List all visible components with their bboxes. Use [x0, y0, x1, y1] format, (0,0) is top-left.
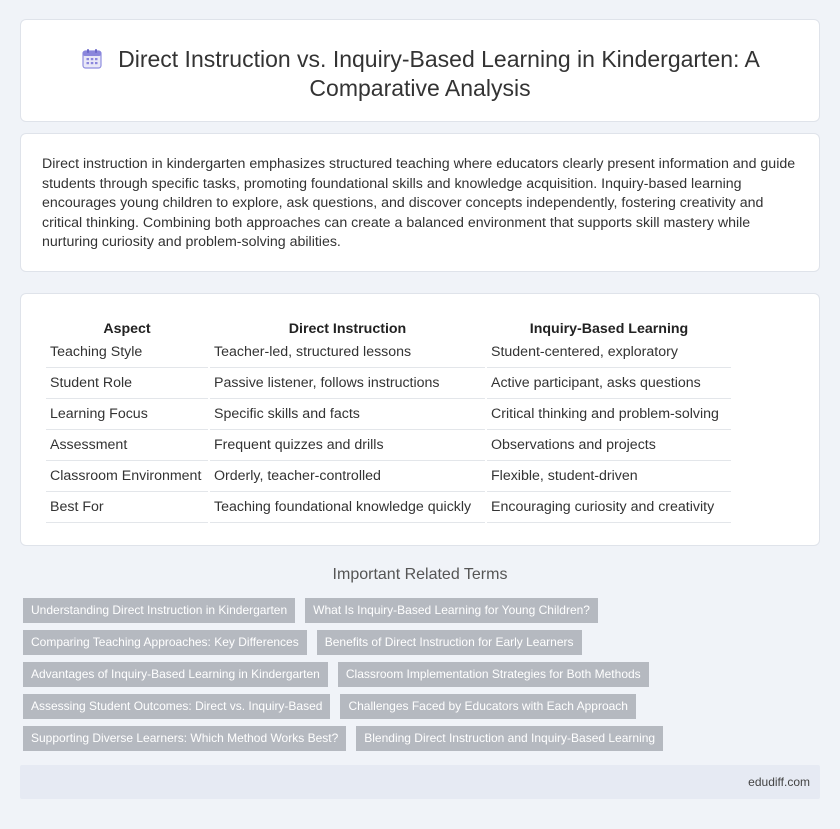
page-title	[21, 45, 819, 103]
table-cell: Classroom Environment	[46, 461, 208, 492]
table-row	[46, 399, 731, 430]
related-term-link[interactable]: Blending Direct Instruction and Inquiry-Based Learning	[356, 726, 663, 751]
column-header-inquiry: Inquiry-Based Learning	[529, 321, 689, 337]
tag-row	[23, 598, 823, 623]
table-cell: Critical thinking and problem-solving	[487, 399, 731, 430]
table-row	[46, 461, 731, 492]
comparison-card	[20, 293, 820, 546]
site-link[interactable]: edudiff.com	[748, 775, 810, 789]
page-title-text: Direct Instruction vs. Inquiry-Based Learning in Kindergarten: A Comparative Analysis	[118, 46, 760, 101]
table-cell: Assessment	[46, 430, 208, 461]
tag-row	[23, 630, 823, 655]
table-cell: Active participant, asks questions	[487, 368, 731, 399]
tag-row	[23, 662, 823, 687]
intro-card	[20, 133, 820, 272]
table-cell: Learning Focus	[46, 399, 208, 430]
related-terms-heading: Important Related Terms	[332, 566, 508, 583]
intro-paragraph: Direct instruction in kindergarten emphasizes structured teaching where educators clearly present information and guide students through specific tasks, promoting foundational skills and knowledge acquisition. Inquiry-based learning encourages young children to explore, ask questions, and discover concepts independently, fostering creativity and critical thinking. Combining both approaches can create a balanced environment that supports skill mastery while nurturing curiosity and problem-solving abilities.	[42, 156, 796, 250]
table-row	[46, 368, 731, 399]
table-cell: Passive listener, follows instructions	[210, 368, 485, 399]
table-cell: Best For	[46, 492, 208, 523]
footer	[20, 765, 820, 799]
table-header-row	[46, 315, 731, 337]
table-cell: Flexible, student-driven	[487, 461, 731, 492]
table-row	[46, 492, 731, 523]
table-cell: Frequent quizzes and drills	[210, 430, 485, 461]
related-term-link[interactable]: Benefits of Direct Instruction for Early Learners	[317, 630, 582, 655]
related-term-link[interactable]: Classroom Implementation Strategies for Both Methods	[338, 662, 649, 687]
related-term-link[interactable]: Challenges Faced by Educators with Each Approach	[340, 694, 636, 719]
calendar-icon	[80, 47, 104, 71]
tag-row	[23, 694, 823, 719]
related-terms-list	[23, 598, 823, 758]
table-cell: Encouraging curiosity and creativity	[487, 492, 731, 523]
table-cell: Observations and projects	[487, 430, 731, 461]
table-cell: Orderly, teacher-controlled	[210, 461, 485, 492]
related-term-link[interactable]: Comparing Teaching Approaches: Key Differences	[23, 630, 307, 655]
related-term-link[interactable]: Supporting Diverse Learners: Which Method Works Best?	[23, 726, 346, 751]
table-row	[46, 430, 731, 461]
title-card	[20, 19, 820, 122]
table-row	[46, 337, 731, 368]
related-term-link[interactable]: Assessing Student Outcomes: Direct vs. Inquiry-Based	[23, 694, 330, 719]
table-cell: Teaching Style	[46, 337, 208, 368]
table-cell: Specific skills and facts	[210, 399, 485, 430]
column-header-aspect: Aspect	[103, 321, 151, 337]
tag-row	[23, 726, 823, 751]
related-term-link[interactable]: What Is Inquiry-Based Learning for Young Children?	[305, 598, 598, 623]
table-cell: Student-centered, exploratory	[487, 337, 731, 368]
table-cell: Teacher-led, structured lessons	[210, 337, 485, 368]
table-cell: Student Role	[46, 368, 208, 399]
column-header-direct: Direct Instruction	[288, 321, 407, 337]
table-cell: Teaching foundational knowledge quickly	[210, 492, 485, 523]
related-term-link[interactable]: Advantages of Inquiry-Based Learning in Kindergarten	[23, 662, 328, 687]
comparison-table	[44, 315, 733, 523]
related-term-link[interactable]: Understanding Direct Instruction in Kindergarten	[23, 598, 295, 623]
